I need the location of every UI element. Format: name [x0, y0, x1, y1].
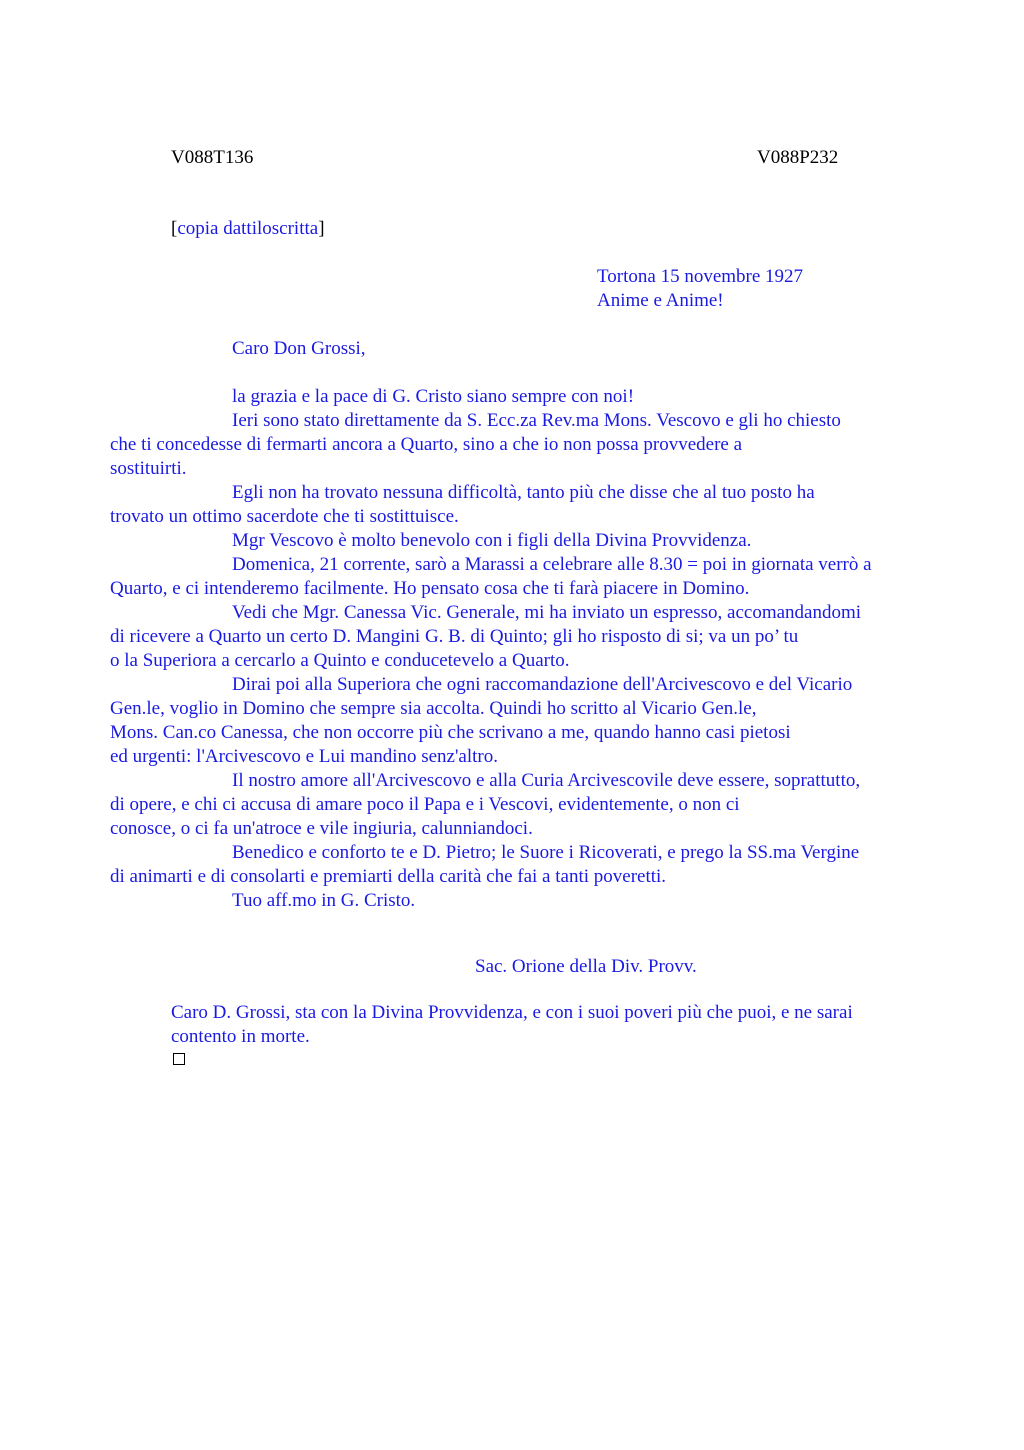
text-line: Benedico e conforto te e D. Pietro; le Suore i Ricoverati, e prego la SS.ma Vergine	[232, 842, 860, 863]
text-line: di ricevere a Quarto un certo D. Mangini G. B. di Quinto; gli ho risposto di si; va un po’ tu	[110, 626, 799, 647]
paragraph	[110, 553, 929, 601]
text-line: Domenica, 21 corrente, sarò a Marassi a celebrare alle 8.30 = poi in giornata verrò a	[232, 554, 872, 575]
paragraph	[110, 481, 929, 529]
text-line: Quarto, e ci intenderemo facilmente. Ho pensato cosa che ti farà piacere in Domino.	[110, 578, 750, 599]
editorial-note	[171, 217, 325, 241]
text-line: Mons. Can.co Canessa, che non occorre più che scrivano a me, quando hanno casi pietosi	[110, 722, 791, 743]
text-line: conosce, o ci fa un'atroce e vile ingiuria, calunniandoci.	[110, 818, 533, 839]
paragraph	[110, 409, 929, 481]
paragraph	[110, 841, 929, 889]
text-line: che ti concedesse di fermarti ancora a Quarto, sino a che io non possa provvedere a	[110, 434, 743, 455]
document-code-left: V088T136	[171, 147, 254, 168]
paragraph	[171, 385, 929, 409]
signature: Sac. Orione della Div. Provv.	[475, 956, 697, 977]
text-line: Tuo aff.mo in G. Cristo.	[232, 890, 416, 911]
text-line: Dirai poi alla Superiora che ogni raccomandazione dell'Arcivescovo e del Vicario	[232, 674, 853, 695]
note-text: copia dattiloscritta	[177, 218, 319, 239]
text-line: trovato un ottimo sacerdote che ti sostittuisce.	[110, 506, 459, 527]
motto: Anime e Anime!	[597, 290, 724, 311]
paragraph	[110, 673, 929, 769]
letter-body	[110, 385, 929, 913]
place-date: Tortona 15 novembre 1927	[597, 266, 804, 287]
text-line: o la Superiora a cercarlo a Quinto e conducetevelo a Quarto.	[110, 650, 570, 671]
text-line: la grazia e la pace di G. Cristo siano sempre con noi!	[232, 386, 635, 407]
dateline	[597, 265, 927, 313]
text-line: Il nostro amore all'Arcivescovo e alla Curia Arcivescovile deve essere, soprattutto,	[232, 770, 861, 791]
text-line: sostituirti.	[110, 458, 187, 479]
text-line: di animarti e di consolarti e premiarti della carità che fai a tanti poveretti.	[110, 866, 667, 887]
text-line: Gen.le, voglio in Domino che sempre sia accolta. Quindi ho scritto al Vicario Gen.le,	[110, 698, 757, 719]
paragraph	[171, 529, 929, 553]
text-line: Egli non ha trovato nessuna difficoltà, tanto più che disse che al tuo posto ha	[232, 482, 815, 503]
document-code-right: V088P232	[757, 147, 839, 168]
text-line: Mgr Vescovo è molto benevolo con i figli della Divina Provvidenza.	[232, 530, 752, 551]
salutation: Caro Don Grossi,	[232, 338, 366, 359]
text-line: Ieri sono stato direttamente da S. Ecc.za Rev.ma Mons. Vescovo e gli ho chiesto	[232, 410, 841, 431]
text-line: Caro D. Grossi, sta con la Divina Provvidenza, e con i suoi poveri più che puoi, e ne sarai	[171, 1002, 853, 1023]
note-open-bracket: [	[171, 218, 178, 239]
text-line: Vedi che Mgr. Canessa Vic. Generale, mi ha inviato un espresso, accomandandomi	[232, 602, 862, 623]
paragraph	[110, 769, 929, 841]
paragraph	[171, 889, 929, 913]
text-line: contento in morte.	[171, 1026, 310, 1047]
text-line: di opere, e chi ci accusa di amare poco il Papa e i Vescovi, evidentemente, o non ci	[110, 794, 740, 815]
text-line: ed urgenti: l'Arcivescovo e Lui mandino senz'altro.	[110, 746, 498, 767]
postscript	[171, 1001, 931, 1049]
end-marker-box-icon	[173, 1053, 185, 1065]
note-close-bracket: ]	[318, 218, 325, 239]
paragraph	[110, 601, 929, 673]
